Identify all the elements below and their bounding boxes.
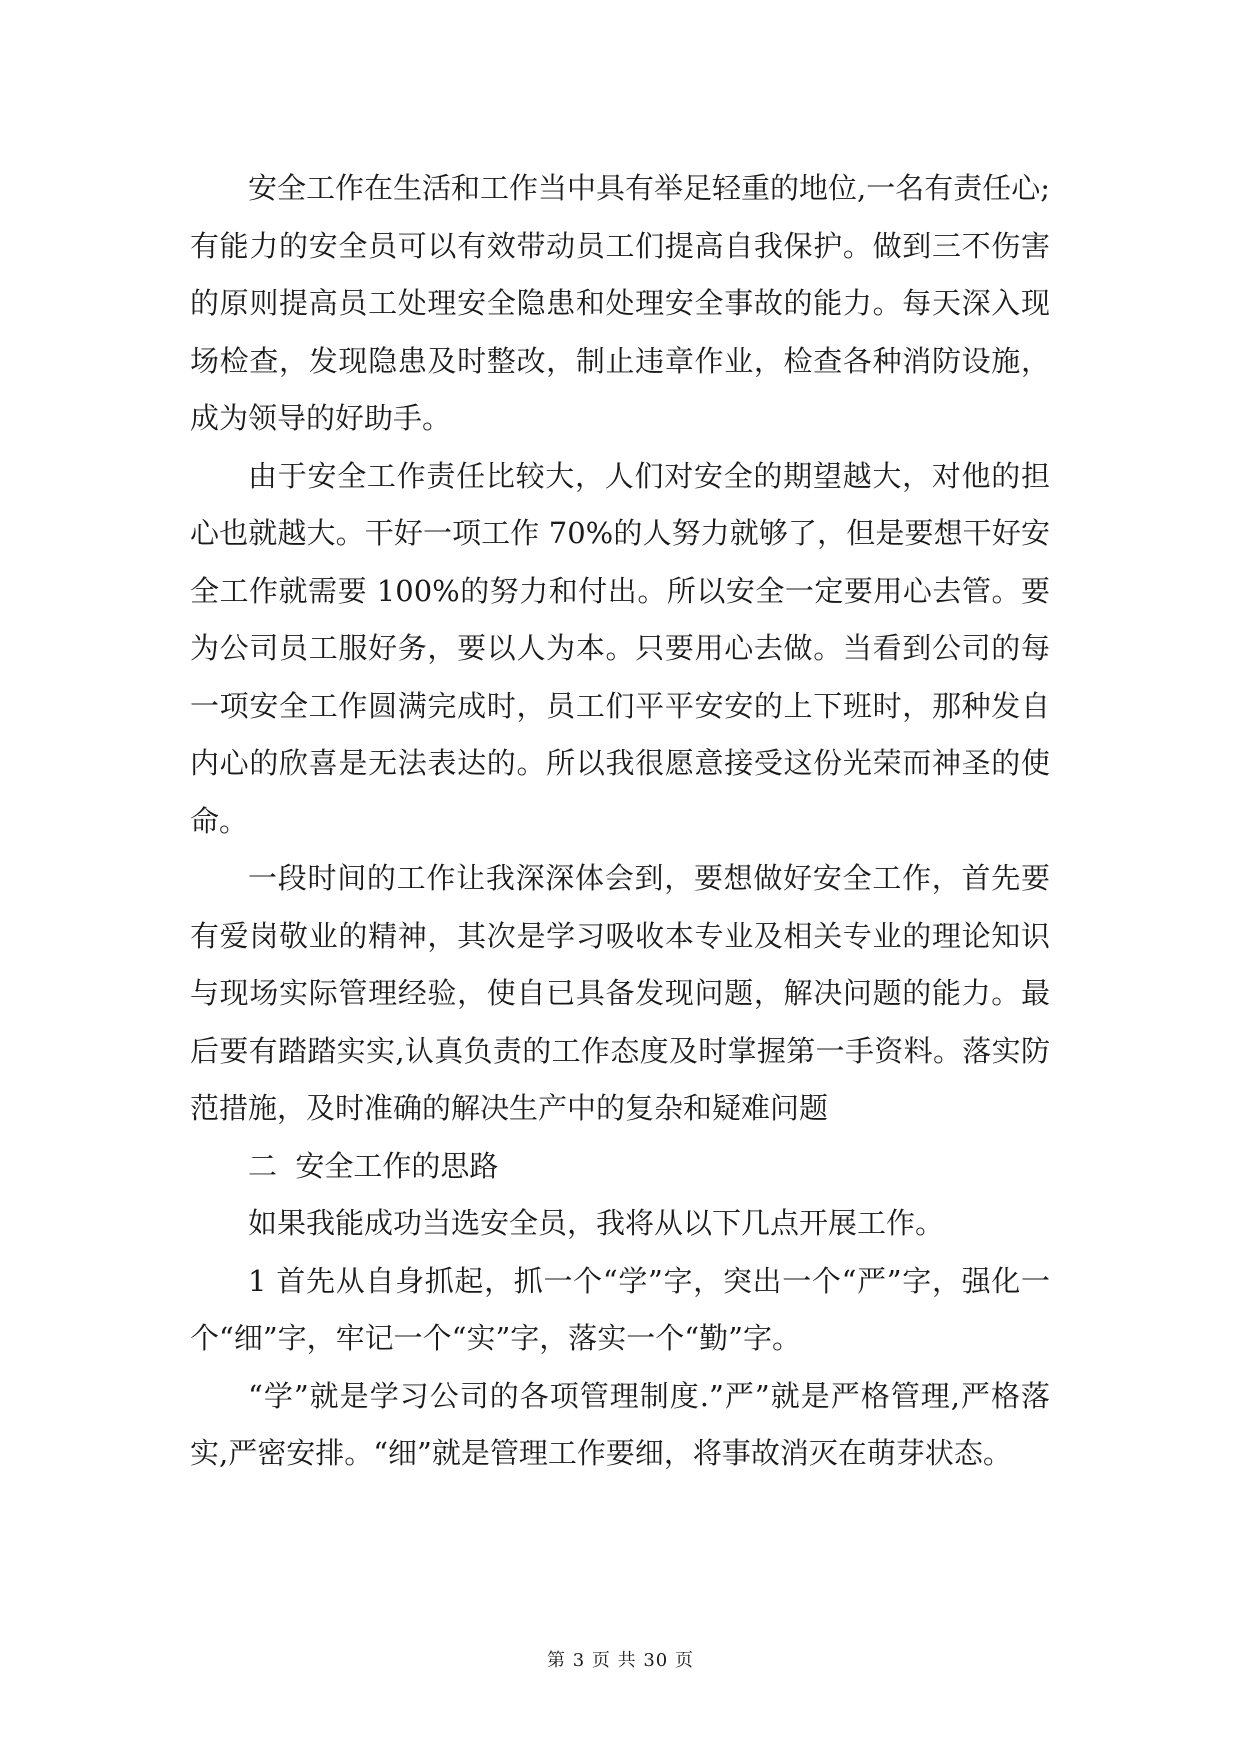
- paragraph-experience: 一段时间的工作让我深深体会到，要想做好安全工作，首先要有爱岗敬业的精神，其次是学习吸收本专业及相关专业的理论知识与现场实际管理经验，使自已具备发现问题，解决问题的能力。最后要有踏踏实实,认真负责的工作态度及时掌握第一手资料。落实防范措施，及时准确的解决生产中的复杂和疑难问题: [190, 861, 1050, 1125]
- paragraph-xue-yan-xi: “学”就是学习公司的各项管理制度.”严”就是严格管理,严格落实,严密安排。“细”就是管理工作要细，将事故消灭在萌芽状态。: [190, 1378, 1050, 1470]
- paragraph-work-plan-intro: 如果我能成功当选安全员，我将从以下几点开展工作。: [248, 1206, 945, 1240]
- document-body: [190, 160, 1050, 1483]
- paragraph-responsibility: 由于安全工作责任比较大，人们对安全的期望越大，对他的担心也就越大。干好一项工作 70%的人努力就够了，但是要想干好安全工作就需要 100%的努力和付出。所以安全一定要用心去管。要为公司员工服好务，要以人为本。只要用心去做。当看到公司的每一项安全工作圆满完成时，员工们平平安安的上下班时，那种发自内心的欣喜是无法表达的。所以我很愿意接受这份光荣而神圣的使命。: [190, 458, 1050, 838]
- section-heading-work-ideas: 二 安全工作的思路: [248, 1148, 499, 1183]
- paragraph-point-one: 1 首先从自身抓起，抓一个“学”字，突出一个“严”字，强化一个“细”字，牢记一个“实”字，落实一个“勤”字。: [190, 1263, 1050, 1355]
- paragraph-safety-importance: 安全工作在生活和工作当中具有举足轻重的地位,一名有责任心;有能力的安全员可以有效带动员工们提高自我保护。做到三不伤害的原则提高员工处理安全隐患和处理安全事故的能力。每天深入现场检查，发现隐患及时整改，制止违章作业，检查各种消防设施，成为领导的好助手。: [190, 171, 1050, 435]
- page-number-footer: 第 3 页 共 30 页: [547, 1650, 694, 1671]
